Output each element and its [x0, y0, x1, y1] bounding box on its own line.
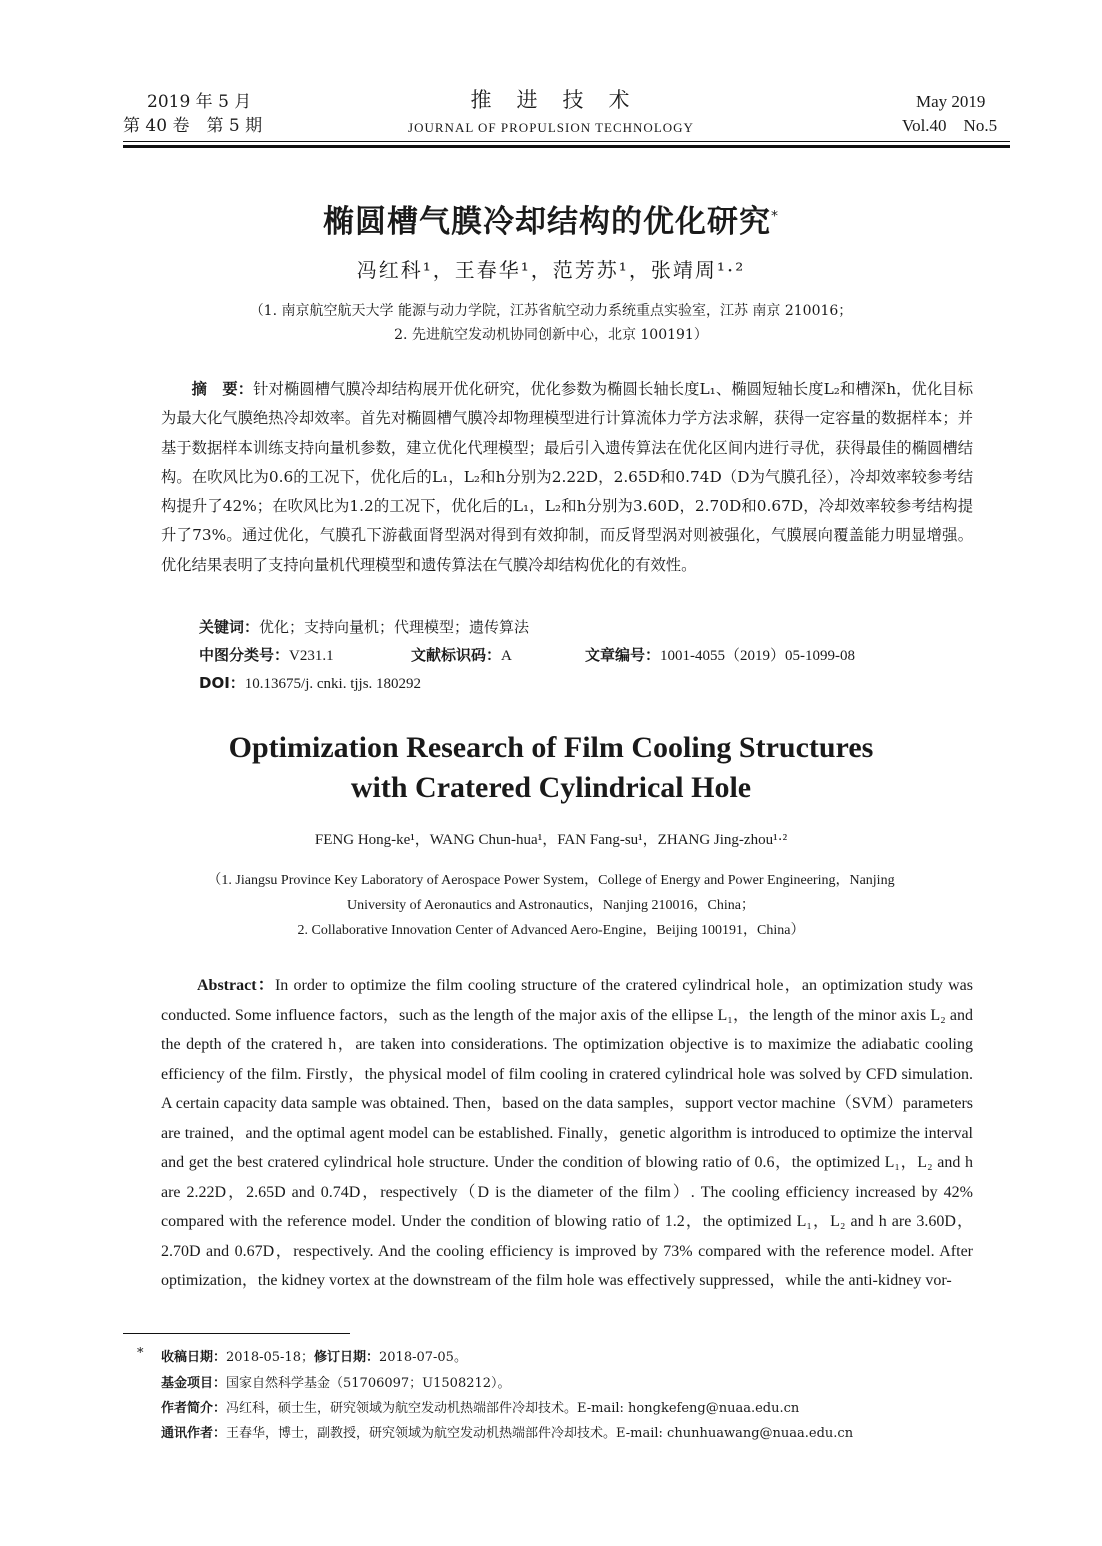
- author-bio-label: 作者简介：: [161, 1401, 227, 1416]
- doc-code-label: 文献标识码：: [411, 646, 502, 664]
- footnote-dates: [161, 1344, 467, 1371]
- journal-title-cn: 推 进 技 术: [470, 88, 632, 112]
- footnote-corresponding: [161, 1420, 853, 1447]
- affiliation-en-2: University of Aeronautics and Astronautics，Nanjing 210016，China；: [347, 898, 755, 913]
- header-date-cn: 2019 年 5 月: [147, 92, 252, 112]
- article-number-value: 1001-4055（2019）05-1099-08: [660, 648, 856, 664]
- header-rule-thick: [123, 145, 1010, 148]
- abstract-cn: [161, 375, 973, 580]
- abstract-en-label: Abstract：: [197, 977, 275, 994]
- fund-value: 国家自然科学基金（51706097；U1508212）。: [226, 1376, 511, 1391]
- document-code: [411, 643, 512, 668]
- paper-title-en-line2: with Cratered Cylindrical Hole: [350, 771, 752, 804]
- keywords-text: 优化；支持向量机；代理模型；遗传算法: [259, 618, 530, 636]
- corresponding-label: 通讯作者：: [161, 1426, 227, 1441]
- clc-value: V231.1: [289, 648, 334, 664]
- footnote-star: *: [137, 1346, 144, 1361]
- clc-number: [199, 643, 334, 668]
- footnote-fund: [161, 1370, 511, 1397]
- corresponding-value: 王春华，博士，副教授，研究领域为航空发动机热端部件冷却技术。E-mail: chunhuawang@nuaa.edu.cn: [226, 1426, 854, 1441]
- revised-value: 2018-07-05。: [379, 1350, 467, 1365]
- keywords-cn: [199, 615, 529, 639]
- header-rule-thin: [123, 141, 1010, 142]
- affiliation-en-1: （1. Jiangsu Province Key Laboratory of Aerospace Power System，College of Energy and Power Engineering，Nanjing: [207, 873, 895, 888]
- footnote-author-bio: [161, 1395, 799, 1422]
- article-number-label: 文章编号：: [585, 646, 661, 664]
- article-number: [585, 643, 855, 668]
- clc-label: 中图分类号：: [199, 646, 290, 664]
- doc-code-value: A: [501, 648, 512, 664]
- journal-title-en: JOURNAL OF PROPULSION TECHNOLOGY: [408, 120, 694, 135]
- abstract-en-text: In order to optimize the film cooling structure of the cratered cylindrical hole，an optimization study was conducted. Some influence factors，such as the length of the major axis of the ellipse L₁，the length of the minor axis L₂ and the depth of the cratered h，are taken into considerations. The optimization objective is to maximize the adiabatic cooling efficiency of the film. Firstly，the physical model of film cooling in cratered cylindrical hole was solved by CFD simulation. A certain capacity data sample was obtained. Then，based on the data samples，support vector machine（SVM）parameters are trained，and the optimal agent model can be established. Finally，genetic algorithm is introduced to optimize the interval and get the best cratered cylindrical hole structure. Under the condition of blowing ratio of 0.6，the optimized L₁，L₂ and h are 2.22D，2.65D and 0.74D，respectively（D is the diameter of the film）. The cooling efficiency increased by 42% compared with the reference model. Under the condition of blowing ratio of 1.2，the optimized L₁，L₂ and h are 3.60D，2.70D and 0.67D，respectively. And the cooling efficiency is improved by 73% compared with the reference model. After optimization，the kidney vortex at the downstream of the film hole was effectively suppressed，while the anti-kidney vor-: [161, 977, 974, 1289]
- abstract-cn-label: 摘 要：: [191, 380, 254, 398]
- received-value: 2018-05-18；: [226, 1350, 314, 1365]
- header-volume-en: Vol.40 No.5: [902, 116, 998, 135]
- received-label: 收稿日期：: [161, 1350, 227, 1365]
- authors-cn: 冯红科¹，王春华¹，范芳苏¹，张靖周¹·²: [356, 258, 746, 282]
- paper-title-cn: [0, 196, 1102, 241]
- header-volume-cn: 第 40 卷 第 5 期: [123, 116, 263, 136]
- doi: [199, 671, 421, 696]
- header-date-en: May 2019: [916, 92, 986, 111]
- abstract-cn-text: 针对椭圆槽气膜冷却结构展开优化研究，优化参数为椭圆长轴长度L₁、椭圆短轴长度L₂和槽深h，优化目标为最大化气膜绝热冷却效率。首先对椭圆槽气膜冷却物理模型进行计算流体力学方法求解，获得一定容量的数据样本；并基于数据样本训练支持向量机参数，建立优化代理模型；最后引入遗传算法在优化区间内进行寻优，获得最佳的椭圆槽结构。在吹风比为0.6的工况下，优化后的L₁，L₂和h分别为2.22D，2.65D和0.74D（D为气膜孔径），冷却效率较参考结构提升了42%；在吹风比为1.2的工况下，优化后的L₁，L₂和h分别为3.60D，2.70D和0.67D，冷却效率较参考结构提升了73%。通过优化，气膜孔下游截面肾型涡对得到有效抑制，而反肾型涡对则被强化，气膜展向覆盖能力明显增强。优化结果表明了支持向量机代理模型和遗传算法在气膜冷却结构优化的有效性。: [161, 380, 973, 574]
- paper-title-en-line1: Optimization Research of Film Cooling Structures: [228, 731, 874, 764]
- paper-title-cn-text: 椭圆槽气膜冷却结构的优化研究: [323, 204, 771, 240]
- fund-label: 基金项目：: [161, 1376, 227, 1391]
- paper-title-en: [0, 728, 1102, 808]
- doi-value: 10.13675/j. cnki. tjjs. 180292: [244, 676, 422, 692]
- author-bio-value: 冯红科，硕士生，研究领域为航空发动机热端部件冷却技术。E-mail: hongkefeng@nuaa.edu.cn: [226, 1401, 800, 1416]
- footnote-rule: [123, 1333, 350, 1334]
- revised-label: 修订日期：: [313, 1350, 379, 1365]
- doi-label: DOI：: [199, 674, 245, 692]
- affiliation-cn-1: （1. 南京航空航天大学 能源与动力学院，江苏省航空动力系统重点实验室，江苏 南京 210016；: [249, 303, 853, 319]
- authors-en: FENG Hong-ke¹，WANG Chun-hua¹，FAN Fang-su¹，ZHANG Jing-zhou¹·²: [314, 832, 788, 848]
- keywords-label: 关键词：: [199, 618, 260, 636]
- abstract-en: [161, 971, 973, 1296]
- affiliation-en-3: 2. Collaborative Innovation Center of Advanced Aero-Engine，Beijing 100191，China）: [297, 923, 805, 938]
- title-footnote-mark: *: [771, 208, 779, 225]
- affiliation-cn-2: 2. 先进航空发动机协同创新中心，北京 100191）: [394, 327, 708, 343]
